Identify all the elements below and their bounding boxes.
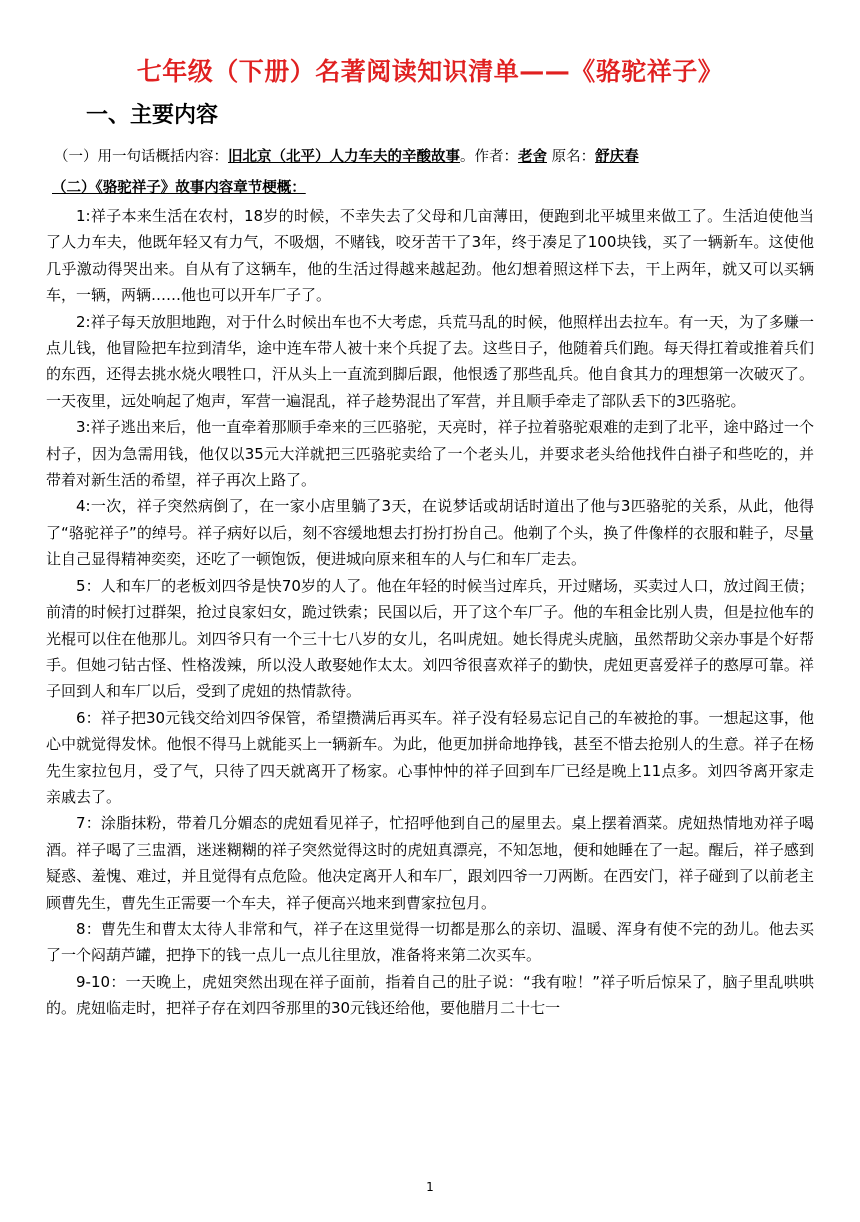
- chapter-paragraph-6: 6：祥子把30元钱交给刘四爷保管，希望攒满后再买车。祥子没有轻易忘记自己的车被抢的事。一想起这事，他心中就觉得发怵。他恨不得马上就能买上一辆新车。为此，他更加拼命地挣钱，甚至不惜去抢别人的生意。祥子在杨先生家拉包月，受了气，只待了四天就离开了杨家。心事忡忡的祥子回到车厂已经是晚上11点多。刘四爷离开家走亲戚去了。: [46, 708, 814, 806]
- original-name-label: 原名：: [547, 149, 596, 165]
- document-title: 七年级（下册）名著阅读知识清单——《骆驼祥子》: [136, 57, 724, 86]
- summary-line: [54, 145, 834, 166]
- chapter-summary-heading: （二）《骆驼祥子》故事内容章节梗概：: [52, 179, 306, 196]
- chapter-paragraph-2: 2:祥子每天放胆地跑，对于什么时候出车也不大考虑，兵荒马乱的时候，他照样出去拉车。有一天，为了多赚一点儿钱，他冒险把车拉到清华，途中连车带人被十来个兵捉了去。这些日子，他随着兵们跑。每天得扛着或推着兵们的东西，还得去挑水烧火喂牲口，汗从头上一直流到脚后跟，他恨透了那些乱兵。他自食其力的理想第一次破灭了。一天夜里，远处响起了炮声，军营一遍混乱，祥子趁势混出了军营，并且顺手牵走了部队丢下的3匹骆驼。: [46, 312, 814, 410]
- chapter-paragraph-3: 3:祥子逃出来后，他一直牵着那顺手牵来的三匹骆驼，天亮时，祥子拉着骆驼艰难的走到了北平，途中路过一个村子，因为急需用钱，他仅以35元大洋就把三匹骆驼卖给了一个老头儿，并要求老头给他找件白褂子和些吃的，并带着对新生活的希望，祥子再次上路了。: [46, 418, 814, 490]
- page-number: 1: [426, 1180, 434, 1194]
- chapter-summaries: [46, 203, 814, 1022]
- chapter-paragraph-4: 4:一次，祥子突然病倒了，在一家小店里躺了3天，在说梦话或胡话时道出了他与3匹骆驼的关系，从此，他得了“骆驼祥子”的绰号。祥子病好以后，刻不容缓地想去打扮打扮自己。他剃了个头，换了件像样的衣服和鞋子，尽量让自己显得精神奕奕，还吃了一顿饱饭，便进城向原来租车的人与仁和车厂走去。: [46, 497, 814, 569]
- summary-prefix: （一）用一句话概括内容：: [54, 149, 228, 165]
- summary-period: 。: [460, 149, 475, 165]
- author-name: 老舍: [518, 148, 547, 165]
- chapter-paragraph-5: 5：人和车厂的老板刘四爷是快70岁的人了。他在年轻的时候当过库兵，开过赌场，买卖过人口，放过阎王债；前清的时候打过群架，抢过良家妇女，跪过铁索；民国以后，开了这个车厂子。他的车租金比别人贵，但是拉他车的光棍可以住在他那儿。刘四爷只有一个三十七八岁的女儿，名叫虎妞。她长得虎头虎脑，虽然帮助父亲办事是个好帮手。但她刁钻古怪、性格泼辣，所以没人敢娶她作太太。刘四爷很喜欢祥子的勤快，虎妞更喜爱祥子的憨厚可靠。祥子回到人和车厂以后，受到了虎妞的热情款待。: [46, 576, 814, 701]
- section-heading-main-content: 一、主要内容: [86, 103, 219, 128]
- chapter-paragraph-7: 7：涂脂抹粉，带着几分媚态的虎妞看见祥子，忙招呼他到自己的屋里去。桌上摆着酒菜。虎妞热情地劝祥子喝酒。祥子喝了三盅酒，迷迷糊糊的祥子突然觉得这时的虎妞真漂亮，不知怎地，便和她睡在了一起。醒后，祥子感到疑惑、羞愧、难过，并且觉得有点危险。他决定离开人和车厂，跟刘四爷一刀两断。在西安门，祥子碰到了以前老主顾曹先生，曹先生正需要一个车夫，祥子便高兴地来到曹家拉包月。: [46, 814, 814, 912]
- author-label: 作者：: [474, 149, 518, 165]
- chapter-paragraph-1: 1:祥子本来生活在农村，18岁的时候，不幸失去了父母和几亩薄田，便跑到北平城里来做工了。生活迫使他当了人力车夫，他既年轻又有力气，不吸烟，不赌钱，咬牙苦干了3年，终于凑足了100块钱，买了一辆新车。这使他几乎激动得哭出来。自从有了这辆车，他的生活过得越来越起劲。他幻想着照这样下去，干上两年，就又可以买辆车，一辆，两辆……他也可以开车厂子了。: [46, 207, 814, 305]
- summary-content: 旧北京（北平）人力车夫的辛酸故事: [228, 148, 460, 165]
- chapter-paragraph-9-10: 9-10：一天晚上，虎妞突然出现在祥子面前，指着自己的肚子说：“我有啦！”祥子听后惊呆了，脑子里乱哄哄的。虎妞临走时，把祥子存在刘四爷那里的30元钱还给他，要他腊月二十七一: [46, 972, 814, 1018]
- chapter-paragraph-8: 8：曹先生和曹太太待人非常和气，祥子在这里觉得一切都是那么的亲切、温暖、浑身有使不完的劲儿。他去买了一个闷葫芦罐，把挣下的钱一点儿一点儿往里放，准备将来第二次买车。: [46, 919, 814, 965]
- original-name: 舒庆春: [595, 148, 639, 165]
